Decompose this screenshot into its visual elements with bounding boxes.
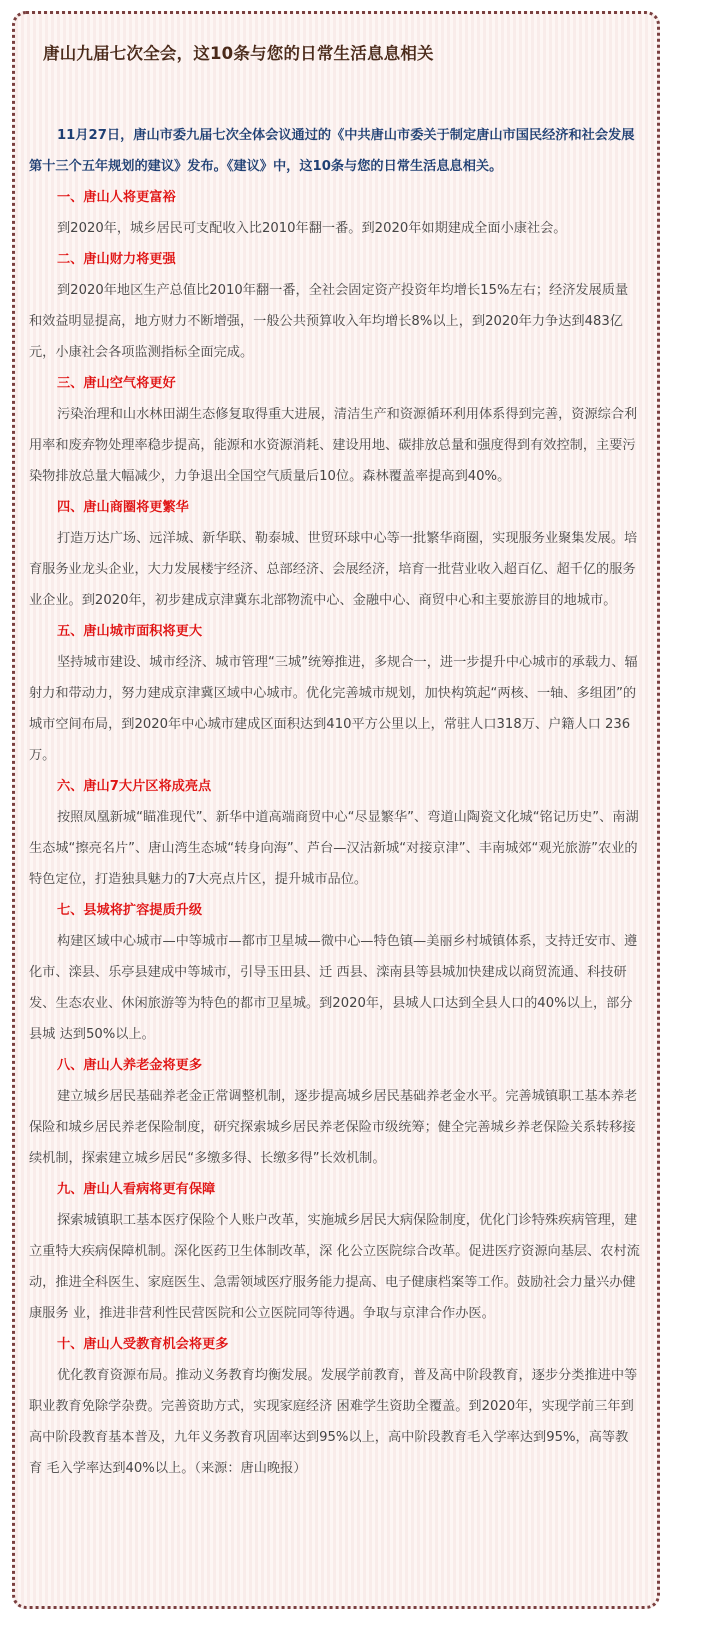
section-heading-10: 十、唐山人受教育机会将更多: [57, 1337, 229, 1352]
section-body-8: 建立城乡居民基础养老金正常调整机制，逐步提高城乡居民基础养老金水平。完善城镇职工基本养老保险和城乡居民养老保险制度，研究探索城乡居民养老保险市级统筹；健全完善城乡养老保险关系转移接续机制，探索建立城乡居民“多缴多得、长缴多得”长效机制。: [29, 1089, 638, 1166]
article-title: 唐山九届七次全会，这10条与您的日常生活息息相关: [43, 44, 434, 63]
section-heading-6: 六、唐山7大片区将成亮点: [57, 779, 212, 794]
article-content: [29, 120, 641, 1484]
section-body-10: 优化教育资源布局。推动义务教育均衡发展。发展学前教育，普及高中阶段教育，逐步分类推进中等职业教育免除学杂费。完善资助方式，实现家庭经济 困难学生资助全覆盖。到2020年，实现学前三年到高中阶段教育基本普及，九年义务教育巩固率达到95%以上，高中阶段教育毛入学率达到95%，高等教育 毛入学率达到40%以上。（来源：唐山晚报）: [29, 1368, 638, 1476]
section-body-6: 按照凤凰新城“瞄准现代”、新华中道高端商贸中心“尽显繁华”、弯道山陶瓷文化城“铭记历史”、南湖生态城“擦亮名片”、唐山湾生态城“转身向海”、芦台—汉沽新城“对接京津”、丰南城郊“观光旅游”农业的特色定位，打造独具魅力的7大亮点片区，提升城市品位。: [29, 810, 639, 887]
section-heading-3: 三、唐山空气将更好: [57, 376, 176, 391]
section-body-4: 打造万达广场、远洋城、新华联、勒泰城、世贸环球中心等一批繁华商圈，实现服务业聚集发展。培育服务业龙头企业，大力发展楼宇经济、总部经济、会展经济，培育一批营业收入超百亿、超千亿的服务业企业。到2020年，初步建成京津冀东北部物流中心、金融中心、商贸中心和主要旅游目的地城市。: [29, 531, 638, 608]
section-heading-5: 五、唐山城市面积将更大: [57, 624, 203, 639]
section-body-7: 构建区域中心城市—中等城市—都市卫星城—微中心—特色镇—美丽乡村城镇体系，支持迁安市、遵化市、滦县、乐亭县建成中等城市，引导玉田县、迁 西县、滦南县等县城加快建成以商贸流通、科技研发、生态农业、休闲旅游等为特色的都市卫星城。到2020年，县城人口达到全县人口的40%以上，部分县城 达到50%以上。: [29, 934, 638, 1042]
section-body-1: 到2020年，城乡居民可支配收入比2010年翻一番。到2020年如期建成全面小康社会。: [57, 221, 567, 236]
article-intro: 11月27日，唐山市委九届七次全体会议通过的《中共唐山市委关于制定唐山市国民经济和社会发展第十三个五年规划的建议》发布。《建议》中，这10条与您的日常生活息息相关。: [29, 128, 635, 174]
section-body-9: 探索城镇职工基本医疗保险个人账户改革，实施城乡居民大病保险制度，优化门诊特殊疾病管理，建立重特大疾病保障机制。深化医药卫生体制改革，深 化公立医院综合改革。促进医疗资源向基层、农村流动，推进全科医生、家庭医生、急需领域医疗服务能力提高、电子健康档案等工作。鼓励社会力量兴办健康服务 业，推进非营利性民营医院和公立医院同等待遇。争取与京津合作办医。: [29, 1213, 640, 1321]
section-body-3: 污染治理和山水林田湖生态修复取得重大进展，清洁生产和资源循环利用体系得到完善，资源综合利用率和废弃物处理率稳步提高，能源和水资源消耗、建设用地、碳排放总量和强度得到有效控制，主要污染物排放总量大幅减少，力争退出全国空气质量后10位。森林覆盖率提高到40%。: [29, 407, 638, 484]
section-heading-7: 七、县城将扩容提质升级: [57, 903, 203, 918]
section-heading-2: 二、唐山财力将更强: [57, 252, 176, 267]
section-heading-9: 九、唐山人看病将更有保障: [57, 1182, 216, 1197]
section-heading-4: 四、唐山商圈将更繁华: [57, 500, 189, 515]
section-body-5: 坚持城市建设、城市经济、城市管理“三城”统筹推进，多规合一，进一步提升中心城市的承载力、辐射力和带动力，努力建成京津冀区域中心城市。优化完善城市规划，加快构筑起“两核、一轴、多组团”的城市空间布局，到2020年中心城市建成区面积达到410平方公里以上，常驻人口318万、户籍人口 236万。: [29, 655, 638, 763]
section-body-2: 到2020年地区生产总值比2010年翻一番，全社会固定资产投资年均增长15%左右；经济发展质量和效益明显提高，地方财力不断增强，一般公共预算收入年均增长8%以上，到2020年力争达到483亿元，小康社会各项监测指标全面完成。: [29, 283, 629, 360]
section-heading-8: 八、唐山人养老金将更多: [57, 1058, 203, 1073]
section-heading-1: 一、唐山人将更富裕: [57, 190, 176, 205]
article-frame: [12, 11, 660, 1609]
